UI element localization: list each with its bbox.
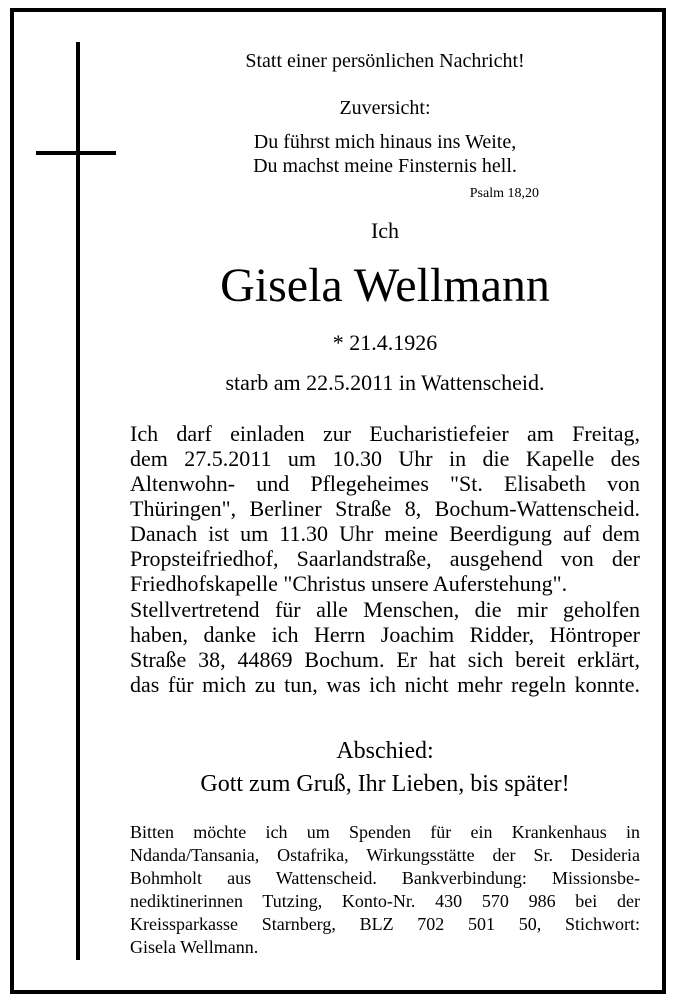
cross-icon-horizontal xyxy=(36,151,116,155)
donation-line: nediktinerinnen Tutzing, Konto-Nr. 430 570 986 bei der xyxy=(130,891,640,911)
donation-line: Gisela Wellmann. xyxy=(130,937,259,957)
message-line: Propsteifriedhof, Saarlandstraße, ausgehend von der xyxy=(130,546,640,571)
message-line: Straße 38, 44869 Bochum. Er hat sich bereit erklärt, xyxy=(130,647,640,672)
donation-line: Kreissparkasse Starnberg, BLZ 702 501 50, Stichwort: xyxy=(130,914,640,934)
pronoun: Ich xyxy=(370,218,400,243)
message-line: Ich darf einladen zur Eucharistiefeier am Freitag, xyxy=(130,421,640,446)
message-line: dem 27.5.2011 um 10.30 Uhr in die Kapelle des xyxy=(130,446,640,471)
farewell-text: Gott zum Gruß, Ihr Lieben, bis später! xyxy=(200,771,570,797)
message-line: haben, danke ich Herrn Joachim Ridder, Höntroper xyxy=(130,622,640,647)
intro-line: Statt einer persönlichen Nachricht! xyxy=(245,50,525,72)
farewell-title: Abschied: xyxy=(336,738,434,764)
death-notice: starb am 22.5.2011 in Wattenscheid. xyxy=(225,370,545,395)
message-line: Thüringen", Berliner Straße 8, Bochum-Wattenscheid. xyxy=(130,496,640,521)
donation-line: Bohmholt aus Wattenscheid. Bankverbindung: Missionsbe- xyxy=(130,868,640,888)
message-line: Danach ist um 11.30 Uhr meine Beerdigung auf dem xyxy=(130,521,640,546)
birth-date: * 21.4.1926 xyxy=(332,330,438,355)
verse-line: Du führst mich hinaus ins Weite, xyxy=(253,131,517,153)
verse-reference: Psalm 18,20 xyxy=(469,186,539,201)
message-line: Friedhofskapelle "Christus unsere Auferstehung". xyxy=(130,571,568,596)
verse-title: Zuversicht: xyxy=(339,97,431,119)
donation-line: Bitten möchte ich um Spenden für ein Krankenhaus in xyxy=(130,822,640,842)
cross-icon-vertical xyxy=(76,42,80,960)
message-line: Stellvertretend für alle Menschen, die mir geholfen xyxy=(130,597,640,622)
message-line: Altenwohn- und Pflegeheimes "St. Elisabeth von xyxy=(130,471,640,496)
message-line: das für mich zu tun, was ich nicht mehr regeln konnte. xyxy=(130,672,640,697)
verse-line: Du machst meine Finsternis hell. xyxy=(253,155,517,177)
donation-line: Ndanda/Tansania, Ostafrika, Wirkungsstätte der Sr. Desideria xyxy=(130,845,640,865)
deceased-name: Gisela Wellmann xyxy=(220,259,550,312)
